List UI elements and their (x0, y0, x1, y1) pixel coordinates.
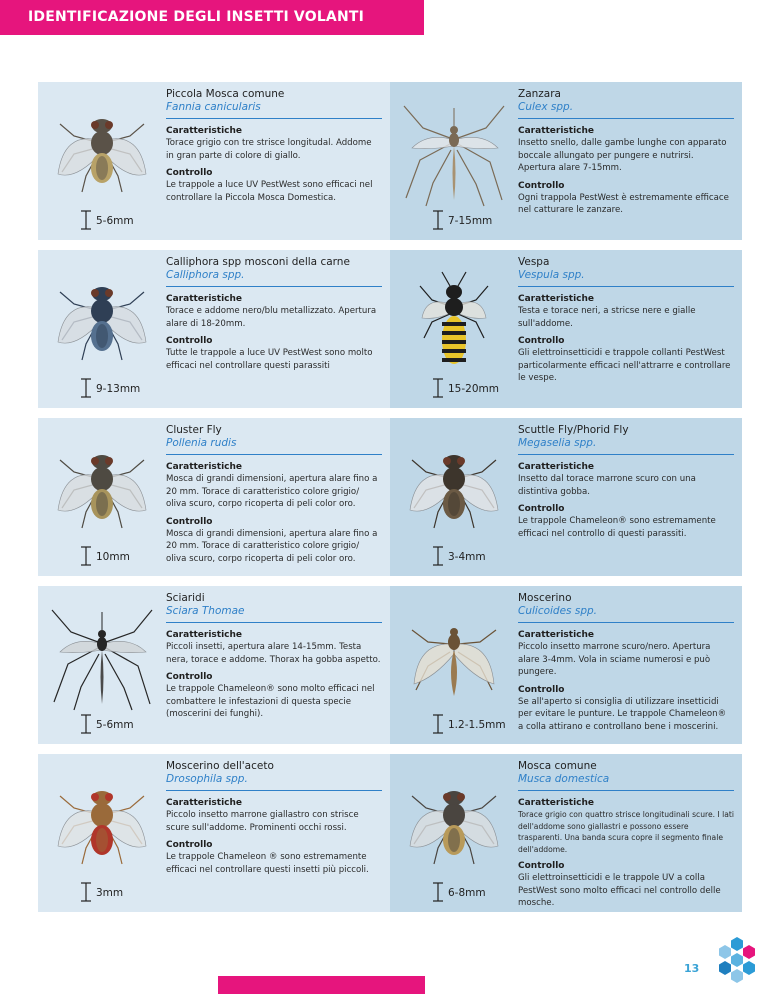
characteristics-heading: Caratteristiche (166, 798, 243, 808)
insect-card (38, 418, 390, 576)
fungus-gnat-illustration-icon (46, 592, 158, 712)
insect-card (390, 82, 742, 240)
size-label: 6-8mm (448, 887, 486, 899)
insect-name: Mosca comune (518, 760, 597, 772)
scientific-name: Culicoides spp. (518, 605, 734, 623)
control-heading: Controllo (166, 336, 213, 346)
scientific-name: Drosophila spp. (166, 773, 382, 791)
insect-name: Piccola Mosca comune (166, 88, 285, 100)
control-heading: Controllo (518, 336, 565, 346)
size-ruler-icon (432, 378, 444, 398)
characteristics-heading: Caratteristiche (166, 294, 243, 304)
footer-bar (218, 976, 425, 994)
characteristics-text: Testa e torace neri, a stricse nere e gialle sull'addome. (518, 306, 696, 329)
control-text: Tutte le trappole a luce UV PestWest sono molto efficaci nel controllare questi parassiti (166, 348, 373, 371)
control-heading: Controllo (166, 168, 213, 178)
characteristics-heading: Caratteristiche (518, 294, 595, 304)
control-text: Le trappole a luce UV PestWest sono efficaci nel controllare la Piccola Mosca Domestica. (166, 180, 373, 203)
pestwest-logo-icon (703, 934, 761, 984)
control-text: Le trappole Chameleon ® sono estremamente efficaci nel controllare questi insetti più piccoli. (166, 852, 369, 875)
size-label: 7-15mm (448, 215, 493, 227)
size-ruler-icon (80, 546, 92, 566)
cluster-fly-illustration-icon (46, 424, 158, 544)
size-label: 9-13mm (96, 383, 141, 395)
wasp-illustration-icon (398, 256, 510, 376)
insect-name: Zanzara (518, 88, 561, 100)
scientific-name: Sciara Thomae (166, 605, 382, 623)
size-label: 3-4mm (448, 551, 486, 563)
control-text: Le trappole Chameleon® sono molto efficaci nel combattere le infestazioni di questa specie (moscerini dei funghi). (166, 684, 375, 719)
insect-card (390, 250, 742, 408)
housefly-illustration-icon (46, 88, 158, 208)
insect-text (166, 592, 382, 727)
characteristics-heading: Caratteristiche (518, 462, 595, 472)
size-ruler-icon (80, 378, 92, 398)
insect-text (166, 88, 382, 210)
insect-name: Calliphora spp mosconi della carne (166, 256, 350, 268)
musca-domestica-illustration-icon (398, 760, 510, 880)
size-ruler-icon (432, 714, 444, 734)
size-label: 1.2-1.5mm (448, 719, 506, 731)
size-label: 3mm (96, 887, 124, 899)
size-ruler-icon (80, 714, 92, 734)
control-text: Le trappole Chameleon® sono estremamente efficaci nel controllo di questi parassiti. (518, 516, 716, 539)
scientific-name: Pollenia rudis (166, 437, 382, 455)
size-label: 10mm (96, 551, 130, 563)
insect-text (518, 592, 734, 739)
size-label: 5-6mm (96, 719, 134, 731)
insect-text (518, 256, 734, 391)
insect-name: Moscerino dell'aceto (166, 760, 274, 772)
insect-card (390, 754, 742, 912)
scientific-name: Fannia canicularis (166, 101, 382, 119)
size-label: 15-20mm (448, 383, 499, 395)
insect-card (390, 586, 742, 744)
size-ruler-icon (432, 210, 444, 230)
page-title: IDENTIFICAZIONE DEGLI INSETTI VOLANTI (28, 9, 365, 25)
size-ruler-icon (432, 882, 444, 902)
control-heading: Controllo (518, 684, 565, 695)
characteristics-text: Piccolo insetto marrone giallastro con strisce scure sull'addome. Prominenti occhi rossi. (166, 810, 359, 833)
characteristics-text: Piccoli insetti, apertura alare 14-15mm. Testa nera, torace e addome. Thorax ha gobba aspetto. (166, 642, 381, 665)
characteristics-text: Torace grigio con tre strisce longitudal. Addome in gran parte di colore di giallo. (166, 138, 372, 161)
insect-card (390, 418, 742, 576)
size-ruler-icon (432, 546, 444, 566)
insect-text (518, 760, 734, 912)
control-heading: Controllo (518, 861, 565, 871)
characteristics-heading: Caratteristiche (166, 630, 243, 640)
mosquito-illustration-icon (398, 88, 510, 208)
insect-text (166, 256, 382, 378)
scientific-name: Calliphora spp. (166, 269, 382, 287)
blowfly-illustration-icon (46, 256, 158, 376)
control-text: Ogni trappola PestWest è estremamente efficace nel catturare le zanzare. (518, 192, 729, 215)
insect-text (166, 424, 382, 571)
control-heading: Controllo (518, 180, 565, 191)
insect-card (38, 586, 390, 744)
characteristics-text: Piccolo insetto marrone scuro/nero. Apertura alare 3-4mm. Vola in sciame numerosi e può pungere. (518, 642, 711, 677)
control-text: Mosca di grandi dimensioni, apertura alare fino a 20 mm. Torace di caratteristico colore grigio/ oliva scuro, corpo ricoperta di peli color oro. (166, 528, 378, 564)
size-label: 5-6mm (96, 215, 134, 227)
scientific-name: Vespula spp. (518, 269, 734, 287)
insect-name: Vespa (518, 256, 550, 268)
insect-text (518, 424, 734, 546)
control-heading: Controllo (166, 672, 213, 682)
insect-card (38, 82, 390, 240)
midge-illustration-icon (398, 592, 510, 712)
insect-card (38, 754, 390, 912)
fruit-fly-illustration-icon (46, 760, 158, 880)
characteristics-text: Torace grigio con quattro strisce longitudinali scure. I lati dell'addome sono giallastri e possono essere trasparenti. Una banda scura copre il segmento finale dell'addome. (518, 810, 734, 854)
control-text: Gli elettroinsetticidi e le trappole UV a colla PestWest sono molto efficaci nel controllo delle mosche. (518, 873, 721, 908)
characteristics-text: Torace e addome nero/blu metallizzato. Apertura alare di 18-20mm. (166, 306, 377, 329)
insect-name: Moscerino (518, 592, 572, 604)
characteristics-text: Mosca di grandi dimensioni, apertura alare fino a 20 mm. Torace di caratteristico colore grigio/ oliva scuro, corpo ricoperta di peli color oro. (166, 474, 378, 509)
scuttle-fly-illustration-icon (398, 424, 510, 544)
page-number: 13 (684, 962, 700, 975)
characteristics-heading: Caratteristiche (166, 462, 243, 472)
control-heading: Controllo (166, 840, 213, 850)
characteristics-text: Insetto dal torace marrone scuro con una distintiva gobba. (518, 474, 696, 497)
characteristics-heading: Caratteristiche (518, 630, 595, 640)
control-heading: Controllo (166, 516, 213, 527)
scientific-name: Megaselia spp. (518, 437, 734, 455)
control-text: Se all'aperto si consiglia di utilizzare insetticidi per evitare le punture. Le trappole Chameleon® a colla attirano e controllano bene i moscerini. (518, 696, 727, 732)
characteristics-text: Insetto snello, dalle gambe lunghe con apparato boccale allungato per pungere e nutrirsi. Apertura alare 7-15mm. (518, 138, 727, 173)
characteristics-heading: Caratteristiche (518, 126, 595, 136)
insect-name: Cluster Fly (166, 424, 222, 436)
header-bar (0, 0, 424, 35)
characteristics-heading: Caratteristiche (518, 798, 595, 808)
size-ruler-icon (80, 210, 92, 230)
insect-card (38, 250, 390, 408)
characteristics-heading: Caratteristiche (166, 126, 243, 136)
insect-text (518, 88, 734, 223)
control-heading: Controllo (518, 504, 565, 514)
control-text: Gli elettroinsetticidi e trappole collanti PestWest particolarmente efficaci nell'attrarre e controllare le vespe. (518, 348, 731, 383)
insect-text (166, 760, 382, 882)
insect-name: Scuttle Fly/Phorid Fly (518, 424, 629, 436)
size-ruler-icon (80, 882, 92, 902)
insect-name: Sciaridi (166, 592, 205, 604)
scientific-name: Musca domestica (518, 773, 734, 791)
scientific-name: Culex spp. (518, 101, 734, 119)
